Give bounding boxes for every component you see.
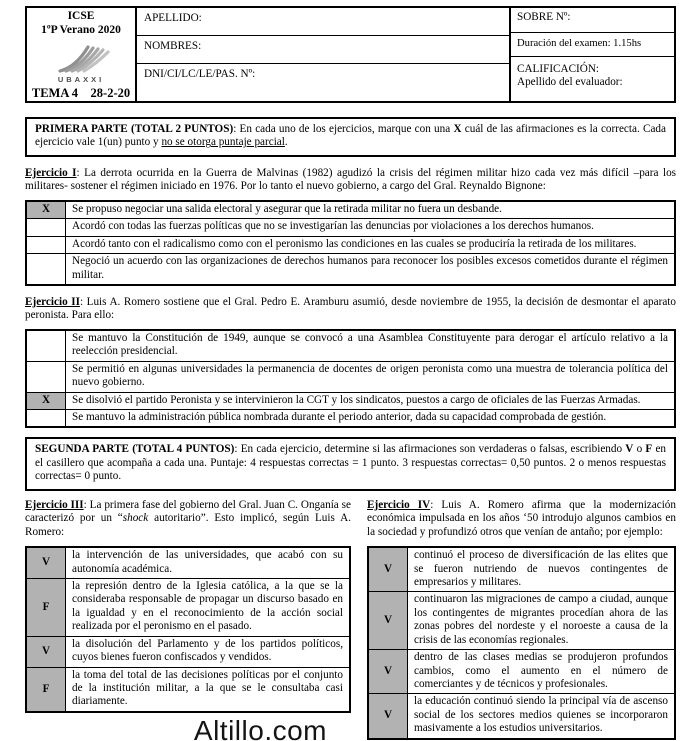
calificacion-label: CALIFICACIÓN: — [517, 63, 600, 75]
altillo-watermark: Altillo.com — [193, 714, 327, 741]
ejercicio3-intro — [25, 499, 351, 539]
segunda-parte-box — [25, 437, 676, 490]
exam-id-box — [27, 8, 137, 101]
ejercicio4-table — [367, 546, 676, 740]
answer-mark-cell: F — [26, 667, 66, 712]
answer-mark-cell: V — [368, 547, 408, 592]
statement-cell: Se disolvió el partido Peronista y se intervinieron la CGT y los sindicatos, puestos a cargo de oficiales de las Fuerzas Armadas. — [66, 392, 676, 409]
answer-mark-cell: V — [368, 592, 408, 650]
nombres-field — [137, 36, 509, 64]
segunda-parte-title: SEGUNDA PARTE (TOTAL 4 PUNTOS) — [35, 443, 235, 456]
answer-mark-cell: F — [26, 578, 66, 636]
segunda-parte-f: F — [645, 443, 653, 456]
table-row — [368, 650, 675, 694]
apellido-label: APELLIDO: — [144, 12, 202, 24]
two-column-section — [25, 499, 676, 741]
ejercicio2-label: Ejercicio II — [25, 295, 80, 308]
table-row — [368, 592, 675, 650]
evaluador-label: Apellido del evaluador: — [517, 76, 623, 89]
sobre-label: SOBRE Nº: — [517, 11, 571, 23]
primera-parte-underlined: no se otorga puntaje parcial — [161, 136, 285, 149]
answer-mark-cell: V — [26, 636, 66, 667]
ejercicio3-shock-italic: shock — [122, 512, 149, 525]
primera-parte-text-b: cuál de las afirmaciones es la correcta. Cada ejercicio vale 1(un) punto y — [35, 123, 666, 149]
ejercicio1-intro-text: : La derrota ocurrida en la Guerra de Malvinas (1982) agudizó la crisis del régimen militar hizo cada vez más difícil –para los militares- sostener el régimen iniciado en 1976. Por lo tanto el nuevo gobierno, a cargo del Gral. Reynaldo Bignone: — [25, 166, 677, 193]
answer-mark-cell — [26, 330, 66, 361]
ejercicio3-intro-a: : La primera fase del gobierno del Gral. Juan C. Onganía se caracterizó por un “ — [25, 498, 351, 525]
ejercicio3-table — [25, 546, 351, 713]
statement-cell: Acordó tanto con el radicalismo como con el peronismo las condiciones en las cuales se produciría la retirada de los militares. — [66, 236, 676, 253]
statement-cell: Se propuso negociar una salida electoral y asegurar que la retirada militar no fuera un desbande. — [66, 201, 676, 219]
statement-cell: dentro de las clases medias se produjeron profundos cambios, como el aumento en el número de comerciantes y de técnicos y profesionales. — [408, 650, 676, 694]
ejercicio4-column — [367, 499, 676, 741]
student-fields — [137, 8, 511, 101]
ubaxxi-logo-icon — [48, 39, 114, 77]
statement-cell: la represión dentro de la Iglesia católica, a la que se la consideraba responsable de propagar un discurso basado en la igualdad y en el reconocimiento de la acción social realizada por el peronismo en el pasado. — [66, 578, 351, 636]
dni-field — [137, 64, 509, 101]
ejercicio2-intro-text: : Luis A. Romero sostiene que el Gral. Pedro E. Aramburu asumió, desde noviembre de 1955, la decisión de desmontar el aparato peronista. Para ello: — [25, 295, 676, 322]
apellido-field — [137, 8, 509, 36]
ubaxxi-logo-text: UBAXXI — [57, 75, 105, 85]
table-row — [368, 547, 675, 592]
statement-cell: Acordó con todas las fuerzas políticas que no se investigarían las denuncias por violaciones a los derechos humanos. — [66, 219, 676, 236]
statement-cell: Se mantuvo la Constitución de 1949, aunque se convocó a una Asamblea Constituyente para derogar el artículo relativo a la reelección presidencial. — [66, 330, 676, 361]
table-row — [26, 254, 675, 285]
calificacion-field — [511, 57, 674, 101]
table-row — [368, 694, 675, 739]
table-row — [26, 392, 675, 409]
answer-mark-cell: V — [368, 694, 408, 739]
statement-cell: continuó el proceso de diversificación de las elites que se fueron nutriendo de nuevos contingentes de empresarios y militares. — [408, 547, 676, 592]
table-row — [26, 361, 675, 392]
primera-parte-text-a: : En cada uno de los ejercicios, marque con una — [233, 123, 454, 135]
segunda-parte-text-a: : En cada ejercicio, determine si las afirmaciones son verdaderas o falsas, escribiendo — [234, 443, 626, 456]
ejercicio3-intro-b: autoritario”. Esto implicó, según Luis A. Romero: — [25, 512, 351, 538]
table-row — [26, 410, 675, 428]
institution-name: ICSE — [67, 10, 95, 22]
primera-parte-x: X — [453, 123, 462, 135]
primera-parte-text-c: . — [284, 136, 288, 149]
answer-mark-cell — [26, 219, 66, 236]
tema-and-date: TEMA 4 28-2-20 — [31, 86, 131, 101]
table-row — [26, 201, 675, 219]
statement-cell: Negoció un acuerdo con las organizaciones de derechos humanos para reconocer los posibles excesos cometidos durante el régimen militar. — [66, 254, 676, 285]
segunda-parte-text-b: o — [633, 443, 646, 456]
statement-cell: la toma del total de las decisiones políticas por el conjunto de la institución militar, a la que se le consultaba casi diariamente. — [66, 667, 351, 712]
statement-cell: la intervención de las universidades, que acabó con su autonomía académica. — [66, 547, 351, 578]
dni-label: DNI/CI/LC/LE/PAS. Nº: — [144, 68, 256, 80]
ejercicio1-intro — [25, 167, 676, 194]
answer-mark-cell: X — [26, 201, 66, 219]
answer-mark-cell — [26, 254, 66, 285]
ejercicio3-label: Ejercicio III — [25, 498, 84, 511]
statement-cell: Se mantuvo la administración pública nombrada durante el periodo anterior, dada su capacidad comprobada de gestión. — [66, 410, 676, 428]
table-row — [26, 578, 350, 636]
ejercicio4-intro-text: : Luis A. Romero afirma que la modernización económica impulsada en los años ‘50 introdujo algunos cambios en la sociedad y profundizó otros que venían de antaño; por ejemplo: — [367, 498, 676, 538]
ejercicio1-label: Ejercicio I — [25, 166, 77, 179]
statement-cell: la disolución del Parlamento y de los partidos políticos, cuyos bienes fueron confiscados y vendidos. — [66, 636, 351, 667]
answer-mark-cell — [26, 361, 66, 392]
duracion-label: Duración del examen: 1.15hs — [517, 38, 642, 49]
table-row — [26, 636, 350, 667]
ejercicio1-table — [25, 200, 676, 286]
nombres-label: NOMBRES: — [144, 40, 202, 52]
ejercicio2-table — [25, 329, 676, 429]
answer-mark-cell: X — [26, 392, 66, 409]
answer-mark-cell — [26, 410, 66, 428]
primera-parte-box — [25, 117, 676, 157]
segunda-parte-text-c: en el casillero que acompaña a cada una. Puntaje: 4 respuestas correctas = 1 punto. 3 respuestas correctas= 0,50 puntos. 2 o menos respuestas correctas= 0 punto. — [35, 443, 667, 483]
ejercicio4-label: Ejercicio IV — [367, 498, 431, 511]
segunda-parte-v: V — [625, 443, 634, 456]
table-row — [26, 236, 675, 253]
table-row — [26, 547, 350, 578]
duracion-field — [511, 33, 674, 57]
statement-cell: continuaron las migraciones de campo a ciudad, aunque los contingentes de migrantes procedían ahora de las zonas pobres del nordeste y el noroeste a causa de la crisis de las economías regionales. — [408, 592, 676, 650]
statement-cell: la educación continuó siendo la principal vía de ascenso social de los sectores medios quienes se incorporaron masivamente a los estudios universitarios. — [408, 694, 676, 739]
exam-term: 1ºP Verano 2020 — [41, 23, 121, 36]
table-row — [26, 330, 675, 361]
ejercicio2-intro — [25, 296, 676, 323]
exam-header — [25, 6, 676, 103]
statement-cell: Se permitió en algunas universidades la permanencia de docentes de origen peronista como una muestra de tolerancia política del nuevo gobierno. — [66, 361, 676, 392]
ejercicio3-column — [25, 499, 351, 741]
answer-mark-cell — [26, 236, 66, 253]
answer-mark-cell: V — [26, 547, 66, 578]
ejercicio4-intro — [367, 499, 676, 539]
sobre-field — [511, 8, 674, 33]
table-row — [26, 219, 675, 236]
answer-mark-cell: V — [368, 650, 408, 694]
table-row — [26, 667, 350, 712]
grading-fields — [511, 8, 674, 101]
primera-parte-title: PRIMERA PARTE (TOTAL 2 PUNTOS) — [35, 123, 234, 135]
